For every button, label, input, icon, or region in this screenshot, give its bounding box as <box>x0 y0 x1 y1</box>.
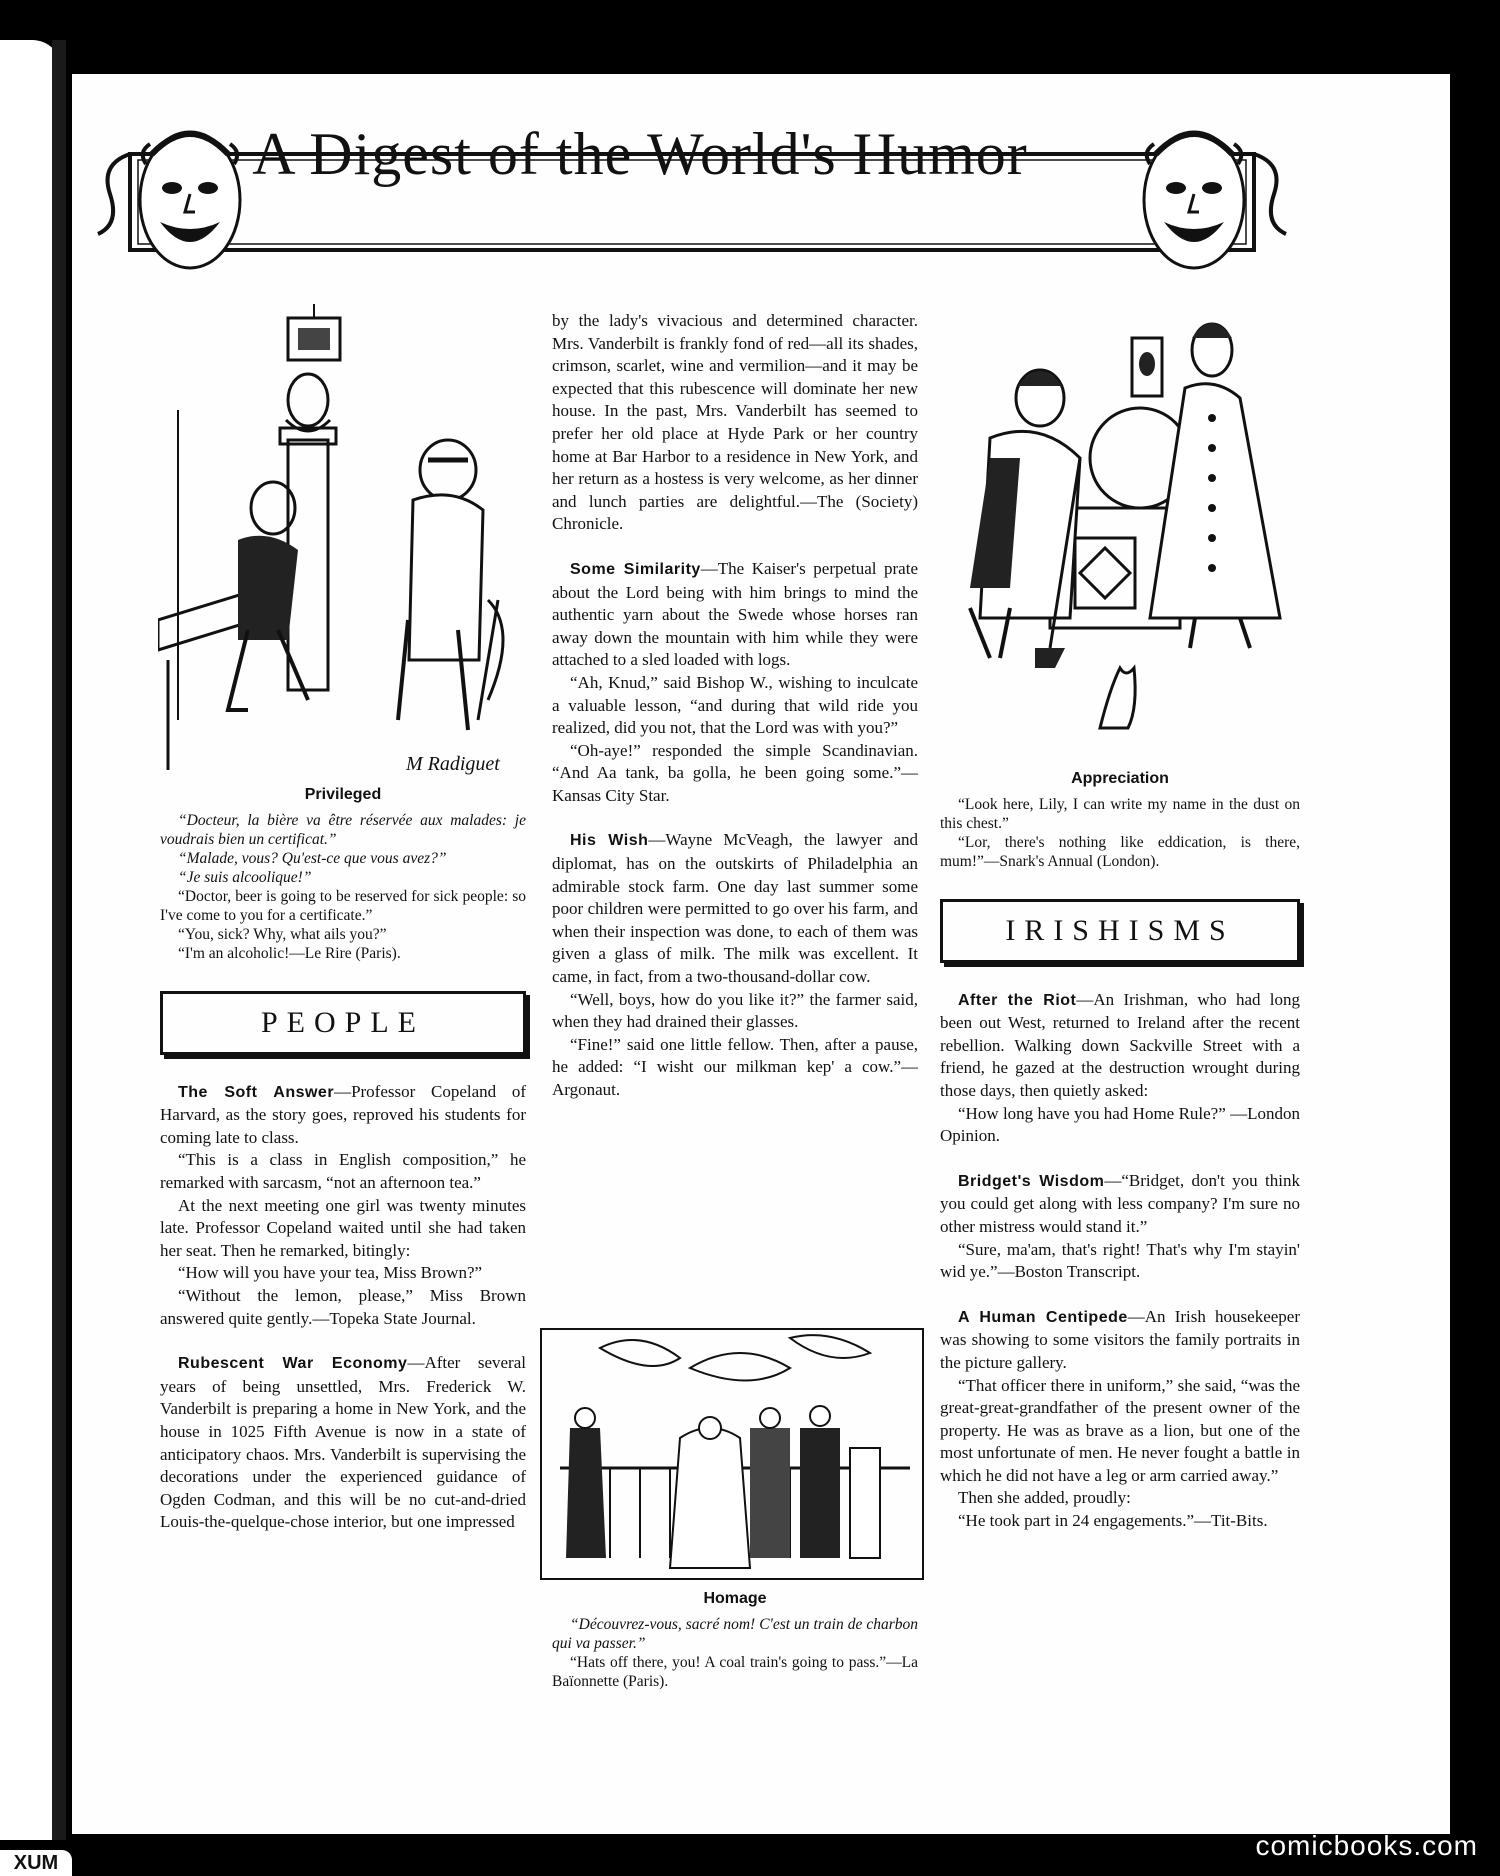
paragraph: At the next meeting one girl was twenty minutes late. Professor Copeland waited until she had taken her seat. Then he remarked, bitingly: <box>160 1195 526 1260</box>
paragraph: “He took part in 24 engagements.”—Tit-Bits. <box>958 1511 1268 1531</box>
paragraph: by the lady's vivacious and determined character. Mrs. Vanderbilt is frankly fond of red—all its shades, crimson, scarlet, wine and vermilion—and it may be expected that this rubescence will dominate her new house. In the past, Mrs. Vanderbilt has seemed to prefer her old place at Hyde Park or her country home at Bar Harbor to a residence in New York, and her return as a hostess is very welcome, as her dinner and lunch parties are delightful.—The (Society) Chronicle. <box>552 311 918 534</box>
paragraph: Then she added, proudly: <box>958 1488 1131 1508</box>
paragraph: —The Kaiser's perpetual prate about the Lord being with him brings to mind the authentic yarn about the Swede whose horses ran away down the mountain with him while they were attached to a sled loaded with logs. <box>552 558 918 670</box>
paragraph: “Without the lemon, please,” Miss Brown answered quite gently.—Topeka State Journal. <box>160 1285 526 1328</box>
caption-line: “Malade, vous? Qu'est-ce que vous avez?” <box>178 849 447 867</box>
article-lead: Rubescent War Economy <box>178 1355 408 1373</box>
paragraph: —“Bridget, don't you think you could get along with less company? I'm sure no other mistress would stand it.” <box>940 1170 1300 1236</box>
paragraph: “Fine!” said one little fellow. Then, after a pause, he added: “I wisht our milkman kep' a cow.”—Argonaut. <box>552 1034 918 1099</box>
article-lead: His Wish <box>570 832 649 850</box>
right-comedy-mask-icon <box>1144 132 1244 268</box>
article-lead: Some Similarity <box>570 560 701 578</box>
homage-caption-block <box>552 1584 918 1691</box>
paragraph: —Professor Copeland of Harvard, as the story goes, reproved his students for coming late to class. <box>160 1081 527 1147</box>
paragraph: —An Irish housekeeper was showing to some visitors the family portraits in the picture gallery. <box>940 1306 1300 1372</box>
paragraph: —After several years of being unsettled, Mrs. Frederick W. Vanderbilt is preparing a home in New York, and the house in 1025 Fifth Avenue is now in a state of anticipatory chaos. Mrs. Vanderbilt is supervising the decorations under the experienced guidance of Ogden Codman, and this will be no cut-and-dried Louis-the-quelque-chose interior, but one impressed <box>160 1353 526 1532</box>
paragraph: “This is a class in English composition,” he remarked with sarcasm, “not an afternoon tea.” <box>160 1150 526 1192</box>
paragraph: “Ah, Knud,” said Bishop W., wishing to inculcate a valuable lesson, “and during that wild ride you realized, did you not, that the Lord was with you?” <box>552 672 918 738</box>
article-lead: A Human Centipede <box>958 1308 1128 1326</box>
paragraph: “Sure, ma'am, that's right! That's why I'm stayin' wid ye.”—Boston Transcript. <box>940 1239 1300 1282</box>
homage-illustration <box>540 1328 924 1580</box>
section-heading-irishisms: IRISHISMS <box>940 899 1300 963</box>
appreciation-caption <box>940 795 1300 871</box>
caption-line: “Je suis alcoolique!” <box>178 868 312 886</box>
paragraph: “How long have you had Home Rule?” —London Opinion. <box>940 1103 1300 1146</box>
appreciation-illustration <box>940 308 1302 762</box>
homage-caption-title: Homage <box>703 1590 767 1607</box>
caption-line: “You, sick? Why, what ails you?” <box>178 925 387 943</box>
article-lead: Bridget's Wisdom <box>958 1172 1105 1190</box>
appreciation-caption-title: Appreciation <box>1071 770 1169 787</box>
caption-line: “Hats off there, you! A coal train's going to pass.”—La Baïonnette (Paris). <box>552 1653 918 1690</box>
paragraph: “Oh-aye!” responded the simple Scandinavian. “And Aa tank, ba golla, he been going some.”—Kansas City Star. <box>552 740 918 805</box>
privileged-caption <box>160 811 526 963</box>
caption-line: “Lor, there's nothing like eddication, is there, mum!”—Snark's Annual (London). <box>940 833 1300 870</box>
page-gutter-shadow <box>52 40 66 1840</box>
page-title: A Digest of the World's Humor <box>252 121 1028 187</box>
homage-caption <box>552 1615 918 1691</box>
paragraph: “How will you have your tea, Miss Brown?” <box>178 1263 483 1283</box>
paragraph: —Wayne McVeagh, the lawyer and diplomat, has on the outskirts of Philadelphia an admirable stock farm. One day last summer some poor children were permitted to go over his farm, and when their inspection was done, to each of them was given a glass of milk. The milk was excellent. It came, in fact, from a two-thousand-dollar cow. <box>552 830 918 987</box>
site-watermark: comicbooks.com <box>1255 1830 1478 1861</box>
paragraph: “Well, boys, how do you like it?” the farmer said, when they had drained their glasses. <box>552 989 918 1032</box>
section-heading-people: PEOPLE <box>160 991 526 1055</box>
privileged-caption-title: Privileged <box>304 786 382 803</box>
privileged-illustration <box>158 300 528 780</box>
artist-signature: M Radiguet <box>406 753 500 775</box>
caption-line: “Look here, Lily, I can write my name in the dust on this chest.” <box>940 795 1300 832</box>
caption-line: “Docteur, la bière va être réservée aux malades: je voudrais bien un certificat.” <box>160 811 526 848</box>
column-2 <box>552 310 918 1102</box>
article-lead: The Soft Answer <box>178 1083 335 1101</box>
article-lead: After the Riot <box>958 991 1077 1009</box>
caption-line: “I'm an alcoholic!—Le Rire (Paris). <box>178 944 401 962</box>
column-3 <box>940 764 1300 1533</box>
paragraph: —An Irishman, who had long been out West, returned to Ireland after the recent rebellion. Walking down Sackville Street with a friend, he gazed at the destruction wrought during those days, then quietly asked: <box>940 989 1300 1100</box>
caption-line: “Doctor, beer is going to be reserved for sick people: so I've come to you for a certificate.” <box>160 887 526 924</box>
column-1 <box>160 780 526 1534</box>
caption-line: “Découvrez-vous, sacré nom! C'est un train de charbon qui va passer.” <box>552 1615 918 1652</box>
corner-tag: XUM <box>0 1850 72 1876</box>
paragraph: “That officer there in uniform,” she said, “was the great-great-grandfather of the present owner of the property. He was as brave as a lion, but one of the most unfortunate of men. He never fought a battle in which he did not have a leg or arm carried away.” <box>940 1375 1300 1485</box>
